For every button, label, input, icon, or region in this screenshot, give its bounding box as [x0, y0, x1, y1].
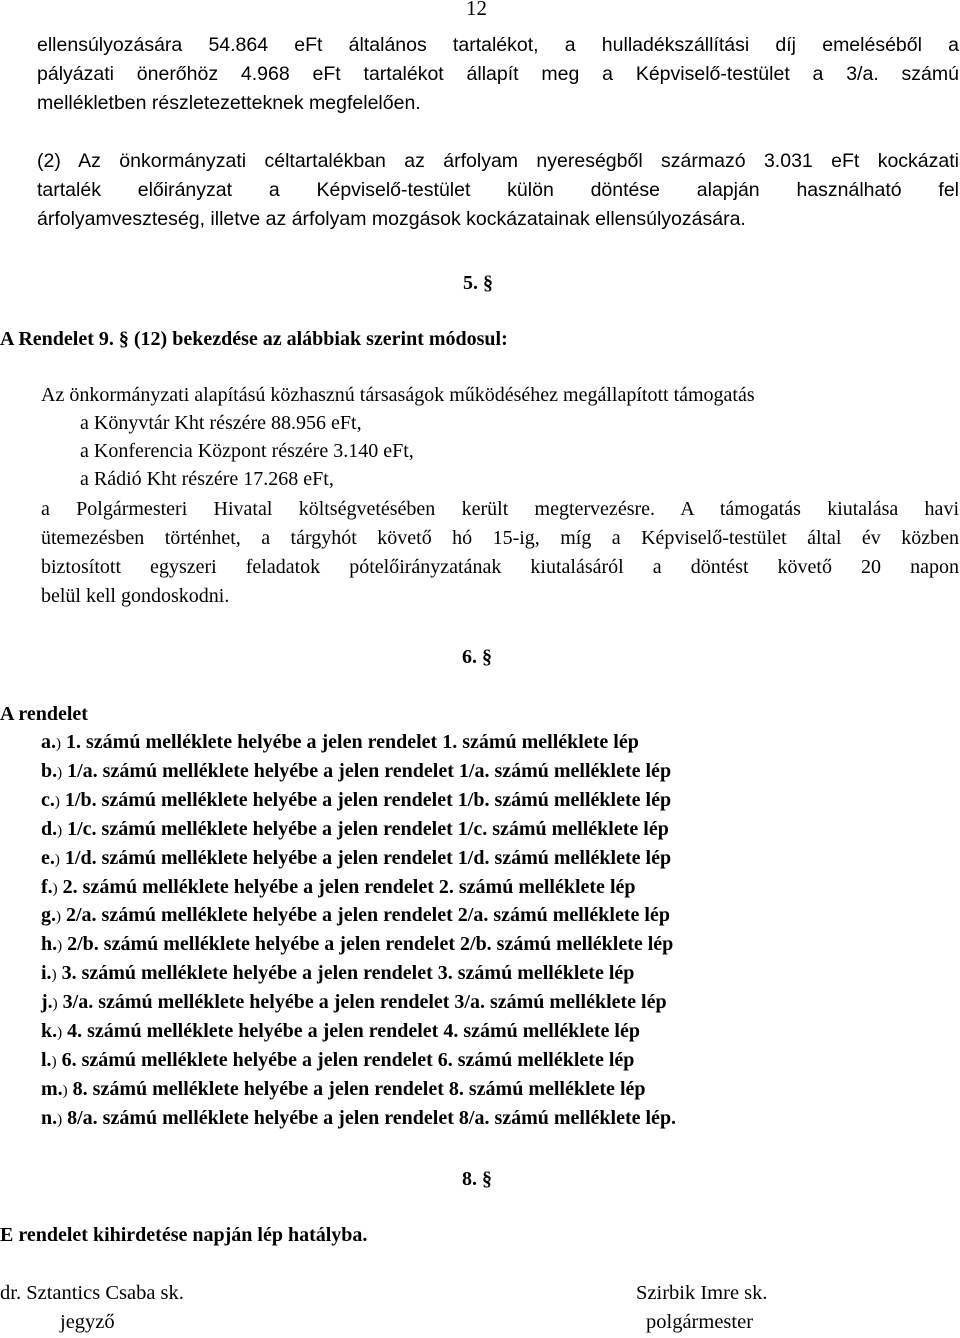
section-intro: A Rendelet 9. § (12) bekezdése az alábbiak szerint módosul:	[0, 328, 508, 350]
amendment-mark: j.	[41, 991, 53, 1014]
paragraph-line: (2) Az önkormányzati céltartalékban az árfolyam nyereségből származó 3.031 eFt kockázati	[37, 150, 959, 172]
amendment-mark: c.	[41, 788, 55, 811]
paragraph-line: tartalék előirányzat a Képviselő-testület külön döntése alapján használható fel	[37, 179, 959, 201]
amendment-item	[41, 990, 667, 1016]
list-item: a Könyvtár Kht részére 88.956 eFt,	[80, 412, 362, 434]
list-item: a Konferencia Központ részére 3.140 eFt,	[80, 440, 414, 462]
amendment-mark: d.	[41, 817, 58, 840]
amendment-paren: )	[57, 822, 63, 839]
amendment-text: 1. számú melléklete helyébe a jelen rendelet 1. számú melléklete lép	[66, 731, 639, 753]
amendment-mark: e.	[41, 846, 55, 869]
paragraph-line: mellékletben részletezetteknek megfelelően.	[37, 92, 421, 114]
amendment-mark: l.	[41, 1048, 52, 1071]
amendment-item	[41, 1077, 646, 1103]
body-line: biztosított egyszeri feladatok pótelőirányzatának kiutalásáról a döntést követő 20 napon	[41, 556, 959, 578]
section-text: E rendelet kihirdetése napján lép hatályba.	[0, 1224, 368, 1246]
amendment-paren: )	[51, 1053, 57, 1070]
amendment-item	[41, 961, 634, 987]
amendment-text: 1/d. számú melléklete helyébe a jelen rendelet 1/d. számú melléklete lép	[64, 846, 672, 869]
amendment-text: 1/c. számú melléklete helyébe a jelen rendelet 1/c. számú melléklete lép	[67, 817, 669, 840]
amendment-item	[41, 1019, 640, 1045]
amendment-paren: )	[62, 1082, 68, 1099]
amendment-item	[41, 932, 673, 958]
amendment-mark: g.	[41, 904, 56, 927]
amendment-mark: n.	[41, 1106, 58, 1129]
amendment-paren: )	[57, 764, 63, 781]
amendment-text: 3. számú melléklete helyébe a jelen rendelet 3. számú melléklete lép	[61, 962, 635, 985]
amendment-text: 1/a. számú melléklete helyébe a jelen rendelet 1/a. számú melléklete lép	[67, 759, 672, 782]
amendment-paren: )	[57, 1025, 63, 1041]
amendment-paren: )	[51, 967, 57, 984]
amendment-mark: i.	[41, 962, 52, 985]
section-heading: 8. §	[462, 1168, 492, 1190]
amendment-item	[41, 875, 636, 901]
amendment-paren: )	[54, 851, 60, 868]
section-intro: A rendelet	[0, 703, 88, 725]
section-heading: 5. §	[463, 272, 493, 294]
amendment-mark: h.	[41, 933, 58, 956]
amendment-paren: )	[52, 996, 58, 1013]
amendment-mark: a.	[41, 731, 56, 753]
amendment-item	[41, 1048, 634, 1074]
amendment-mark: f.	[41, 875, 53, 898]
amendment-item	[41, 903, 670, 929]
amendment-paren: )	[56, 909, 61, 926]
amendment-item	[41, 788, 671, 814]
amendment-mark: m.	[41, 1077, 63, 1100]
paragraph-line: ellensúlyozására 54.864 eFt általános tartalékot, a hulladékszállítási díj emeléséből a	[37, 34, 959, 56]
amendment-paren: )	[56, 736, 61, 752]
amendment-paren: )	[57, 1111, 63, 1128]
amendment-mark: k.	[41, 1020, 58, 1042]
section-heading: 6. §	[462, 646, 492, 668]
paragraph-line: árfolyamveszteség, illetve az árfolyam mozgások kockázatainak ellensúlyozására.	[37, 208, 746, 230]
amendment-text: 2/b. számú melléklete helyébe a jelen rendelet 2/b. számú melléklete lép	[67, 933, 674, 956]
amendment-item	[41, 730, 639, 756]
amendment-text: 8. számú melléklete helyébe a jelen rendelet 8. számú melléklete lép	[72, 1077, 646, 1100]
amendment-item	[41, 817, 669, 843]
amendment-text: 8/a. számú melléklete helyébe a jelen rendelet 8/a. számú melléklete lép.	[67, 1106, 677, 1129]
signature-right-name: Szirbik Imre sk.	[636, 1282, 768, 1304]
amendment-paren: )	[52, 880, 58, 897]
paragraph-line: pályázati önerőhöz 4.968 eFt tartalékot állapít meg a Képviselő-testület a 3/a. számú	[37, 63, 959, 85]
amendment-item	[41, 846, 671, 872]
amendment-text: 2/a. számú melléklete helyébe a jelen rendelet 2/a. számú melléklete lép	[66, 904, 670, 927]
amendment-text: 1/b. számú melléklete helyébe a jelen rendelet 1/b. számú melléklete lép	[64, 788, 672, 811]
signature-left-name: dr. Sztantics Csaba sk.	[0, 1282, 184, 1304]
page-number: 12	[466, 0, 487, 20]
amendment-item	[41, 1106, 676, 1132]
amendment-text: 4. számú melléklete helyébe a jelen rendelet 4. számú melléklete lép	[67, 1020, 640, 1042]
amendment-paren: )	[57, 938, 63, 955]
amendment-text: 2. számú melléklete helyébe a jelen rendelet 2. számú melléklete lép	[62, 875, 636, 898]
signature-right-title: polgármester	[646, 1311, 754, 1333]
amendment-paren: )	[54, 793, 60, 810]
body-line: Az önkormányzati alapítású közhasznú társaságok működéséhez megállapított támogatás	[41, 384, 755, 406]
amendment-text: 3/a. számú melléklete helyébe a jelen rendelet 3/a. számú melléklete lép	[62, 991, 667, 1014]
amendment-item	[41, 759, 671, 785]
amendment-text: 6. számú melléklete helyébe a jelen rendelet 6. számú melléklete lép	[61, 1048, 635, 1071]
body-line: ütemezésben történhet, a tárgyhót követő hó 15-ig, míg a Képviselő-testület által év közben	[41, 527, 959, 549]
body-line: belül kell gondoskodni.	[41, 585, 230, 607]
list-item: a Rádió Kht részére 17.268 eFt,	[80, 468, 334, 490]
amendment-mark: b.	[41, 759, 58, 782]
body-line: a Polgármesteri Hivatal költségvetésében került megtervezésre. A támogatás kiutalása havi	[41, 498, 959, 520]
signature-left-title: jegyző	[60, 1311, 115, 1333]
